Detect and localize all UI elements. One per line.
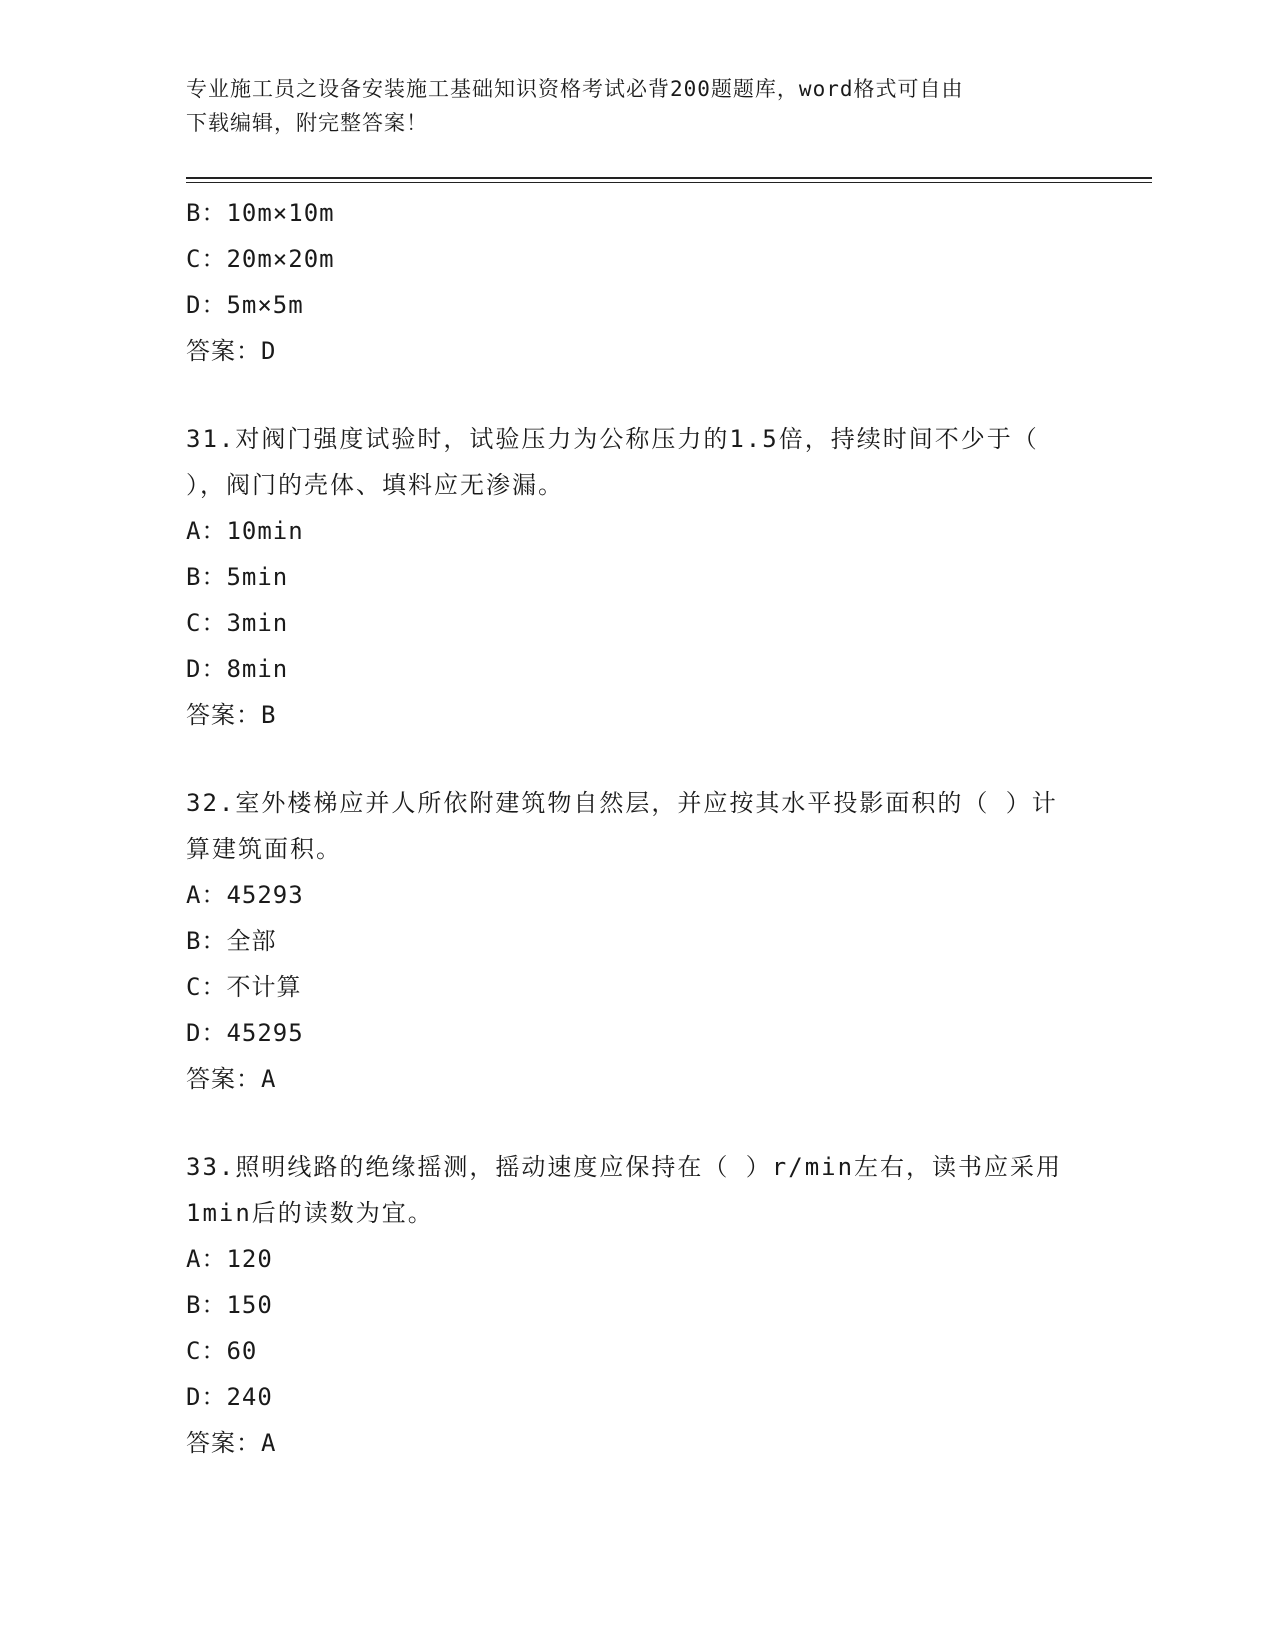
option-a: A：120: [186, 1245, 273, 1273]
answer-line: 答案：D: [186, 337, 277, 365]
answer-line: 答案：A: [186, 1429, 277, 1457]
header-rule-thin: [186, 182, 1152, 183]
option-d: D：45295: [186, 1019, 304, 1047]
option-b: B：10m×10m: [186, 199, 335, 227]
answer-line: 答案：B: [186, 701, 277, 729]
question-text: 32.室外楼梯应并人所依附建筑物自然层，并应按其水平投影面积的（ ）计算建筑面积。: [186, 789, 1058, 863]
answer-line: 答案：A: [186, 1065, 277, 1093]
question-content: [186, 190, 1086, 1466]
option-a: A：45293: [186, 881, 304, 909]
question-31: [186, 416, 1086, 738]
option-b: B：全部: [186, 927, 277, 955]
option-a: A：10min: [186, 517, 304, 545]
question-32: [186, 780, 1086, 1102]
question-text: 31.对阀门强度试验时，试验压力为公称压力的1.5倍，持续时间不少于（ ），阀门的壳体、填料应无渗漏。: [186, 425, 1039, 499]
option-c: C：不计算: [186, 973, 302, 1001]
option-d: D：5m×5m: [186, 291, 304, 319]
option-c: C：60: [186, 1337, 258, 1365]
option-b: B：5min: [186, 563, 289, 591]
option-c: C：20m×20m: [186, 245, 335, 273]
previous-question-tail: [186, 190, 1086, 374]
option-d: D：8min: [186, 655, 289, 683]
option-d: D：240: [186, 1383, 273, 1411]
page-header: 专业施工员之设备安装施工基础知识资格考试必背200题题库，word格式可自由 下载编辑，附完整答案！: [186, 77, 964, 135]
header-rule-thick: [186, 177, 1152, 179]
option-c: C：3min: [186, 609, 289, 637]
question-text: 33.照明线路的绝缘摇测，摇动速度应保持在（ ）r/min左右，读书应采用1min后的读数为宜。: [186, 1153, 1063, 1227]
question-33: [186, 1144, 1086, 1466]
option-b: B：150: [186, 1291, 273, 1319]
